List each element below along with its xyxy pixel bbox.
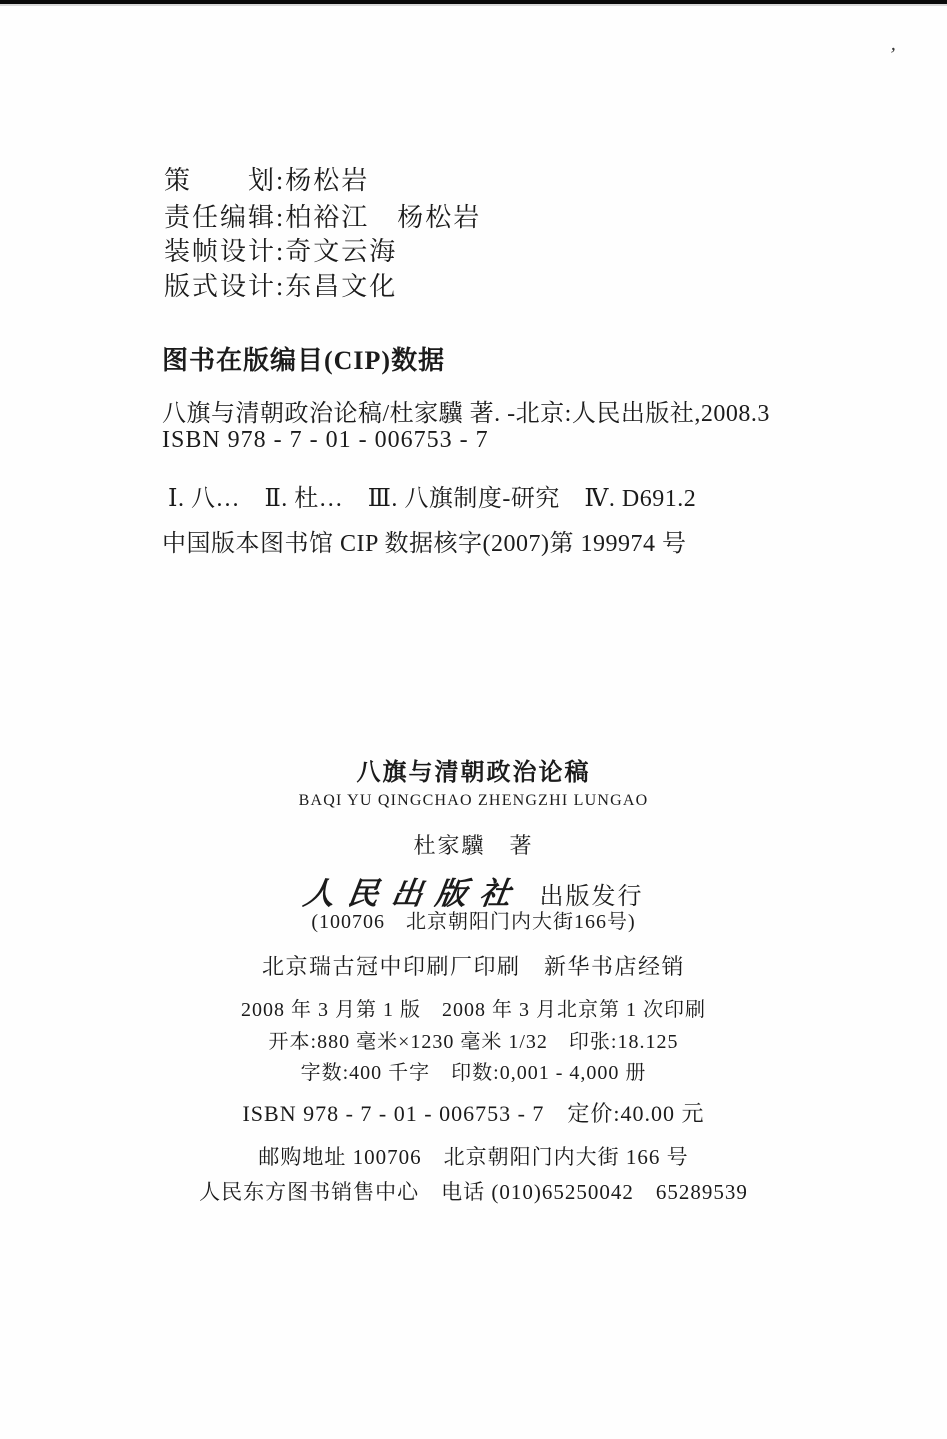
credit-binding-design: 装帧设计:奇文云海 — [164, 237, 398, 266]
isbn-price-line: ISBN 978 - 7 - 01 - 006753 - 7 定价:40.00 元 — [242, 1101, 705, 1126]
format-line: 开本:880 毫米×1230 毫米 1/32 印张:18.125 — [268, 1031, 679, 1053]
printing-distribution-line: 北京瑞古冠中印刷厂印刷 新华书店经销 — [261, 954, 685, 979]
mail-order-address-line: 邮购地址 100706 北京朝阳门内大街 166 号 — [258, 1145, 689, 1169]
cip-isbn: ISBN 978 - 7 - 01 - 006753 - 7 — [162, 427, 489, 453]
sales-center-phone-line: 人民东方图书销售中心 电话 (010)65250042 65289539 — [199, 1180, 748, 1204]
scan-edge-bar — [0, 0, 947, 4]
book-author: 杜家驥 著 — [413, 833, 534, 858]
credit-planner: 策 划:杨松岩 — [164, 166, 370, 195]
credit-layout-design: 版式设计:东昌文化 — [164, 272, 398, 301]
book-title: 八旗与清朝政治论稿 — [356, 760, 591, 786]
edition-line: 2008 年 3 月第 1 版 2008 年 3 月北京第 1 次印刷 — [241, 999, 706, 1021]
book-title-pinyin: BAQI YU QINGCHAO ZHENGZHI LUNGAO — [298, 792, 649, 809]
cip-classification: Ⅰ. 八… Ⅱ. 杜… Ⅲ. 八旗制度-研究 Ⅳ. D691.2 — [168, 486, 697, 512]
cip-heading: 图书在版编目(CIP)数据 — [162, 346, 446, 375]
publisher-logo-script: 人民出版社 — [300, 876, 526, 911]
scan-speck-mark: ’ — [887, 43, 898, 67]
wordcount-printrun-line: 字数:400 千字 印数:0,001 - 4,000 册 — [300, 1062, 647, 1084]
credit-responsible-editor: 责任编辑:柏裕江 杨松岩 — [164, 203, 482, 232]
cip-registry-number: 中国版本图书馆 CIP 数据核字(2007)第 199974 号 — [162, 531, 687, 557]
publisher-address: (100706 北京朝阳门内大街166号) — [311, 911, 636, 933]
publisher-role-label: 出版发行 — [539, 884, 644, 910]
cip-entry: 八旗与清朝政治论稿/杜家驥 著. -北京:人民出版社,2008.3 — [162, 401, 770, 427]
